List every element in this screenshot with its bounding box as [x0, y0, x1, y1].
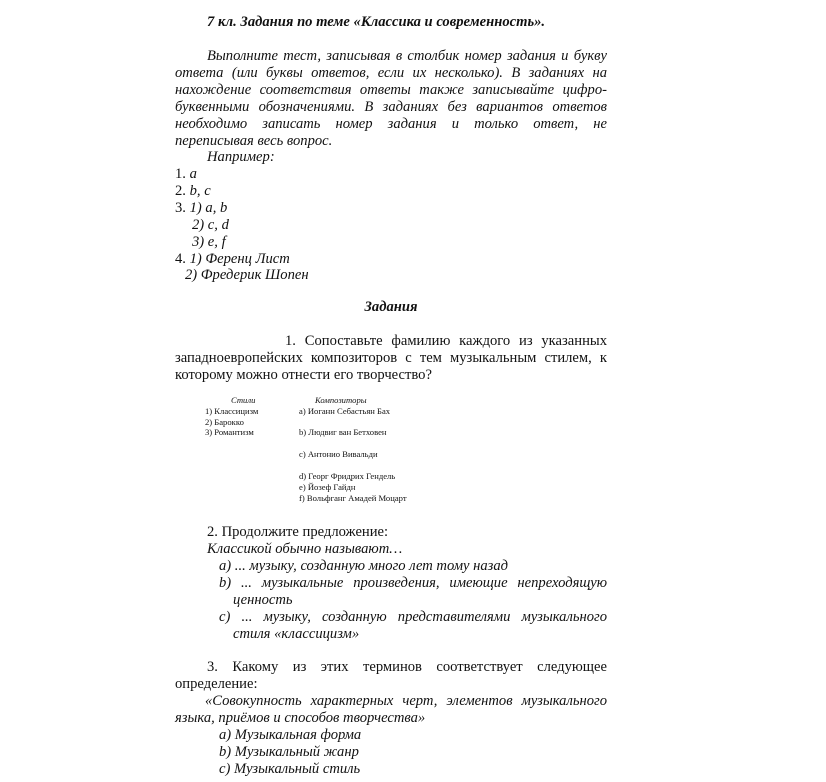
task3-option: c) Музыкальный стиль: [219, 760, 361, 777]
composer-item: b) Людвиг ван Бетховен: [299, 427, 387, 438]
composer-item: a) Иоганн Себастьян Бах: [299, 405, 391, 416]
style-item: 1) Классицизм: [205, 405, 259, 416]
composer-item: c) Антонио Вивальди: [299, 449, 378, 460]
task3-options: [219, 727, 651, 778]
task2-option: c) ... музыку, созданную представителями музыкального стиля «классицизм»: [219, 608, 607, 642]
task2-option: b) ... музыкальные произведения, имеющие непреходящую ценность: [219, 574, 607, 608]
instructions: Выполните тест, записывая в столбик номер задания и букву ответа (или буквы ответов, если их несколько). В заданиях на нахождение соответствия ответы также записывайте цифро-буквенными обозначениями. В заданиях без вариантов ответов необходимо записать номер задания и только ответ, не переписывая весь вопрос.: [175, 48, 607, 149]
task2-option: a) ... музыку, созданную много лет тому назад: [219, 558, 509, 574]
composer-item: f) Вольфганг Амадей Моцарт: [299, 492, 407, 503]
composer-item: d) Георг Фридрих Гендель: [299, 470, 396, 481]
example-line: 2) c, d: [192, 216, 229, 233]
task2-options: [219, 558, 607, 643]
example-line: 2. b, c: [175, 182, 211, 199]
task3-option: b) Музыкальный жанр: [219, 743, 359, 760]
task3-option: a) Музыкальная форма: [219, 727, 362, 743]
example-line: 2) Фредерик Шопен: [185, 267, 309, 284]
task1-text: 1. Сопоставьте фамилию каждого из указанных западноевропейских композиторов с тем музыкальным стилем, к которому можно отнести его творчество?: [175, 333, 607, 383]
composers-header: Композиторы: [315, 395, 367, 405]
composer-item: e) Йозеф Гайдн: [299, 481, 356, 492]
styles-header: Стили: [231, 395, 256, 405]
styles-column: [205, 395, 258, 438]
example-line: 3) e, f: [192, 233, 226, 250]
task2-prompt: Классикой обычно называют…: [207, 541, 403, 557]
example-label: Например:: [207, 149, 275, 165]
example-list: [175, 166, 607, 284]
document-title: 7 кл. Задания по теме «Классика и современность».: [207, 14, 546, 30]
task2-text: 2. Продолжите предложение:: [207, 524, 389, 540]
task3-definition: «Совокупность характерных черт, элементов музыкального языка, приёмов и способов творчества»: [175, 693, 607, 726]
composers-column: [299, 395, 407, 503]
example-line: 3. 1) a, b: [175, 199, 228, 216]
style-item: 3) Романтизм: [205, 427, 254, 438]
example-line: 4. 1) Ференц Лист: [175, 250, 290, 267]
example-line: 1. a: [175, 166, 197, 182]
style-item: 2) Барокко: [205, 416, 244, 427]
section-title: Задания: [364, 299, 418, 315]
task3-text: 3. Какому из этих терминов соответствует следующее определение:: [175, 659, 607, 692]
